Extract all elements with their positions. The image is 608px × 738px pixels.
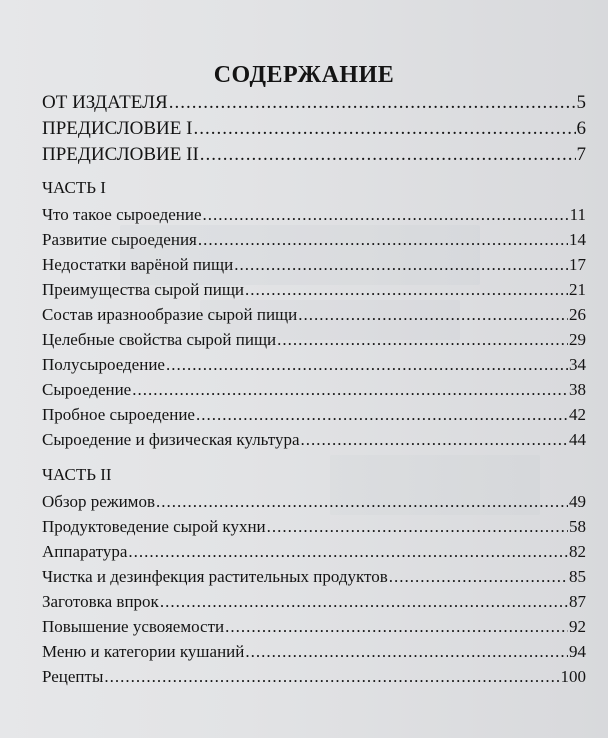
toc-entry[interactable] <box>42 617 586 639</box>
toc-page-number: 44 <box>569 430 586 449</box>
toc-page-number: 49 <box>569 492 586 511</box>
toc-entry[interactable] <box>42 144 586 166</box>
toc-page-number: 29 <box>569 330 586 349</box>
toc-entry[interactable] <box>42 92 586 114</box>
toc-entry-label: Меню и категории кушаний <box>42 642 245 661</box>
toc-entry-label: Развитие сыроедения <box>42 230 197 249</box>
toc-entry[interactable] <box>42 255 586 277</box>
toc-entry-label: Обзор режимов <box>42 492 155 511</box>
toc-page-number: 94 <box>569 642 586 661</box>
toc-entry-label: Сыроедение и физическая культура <box>42 430 300 449</box>
toc-entry[interactable] <box>42 230 586 252</box>
dot-leader <box>267 517 568 537</box>
toc-entry-label: Чистка и дезинфекция растительных продуктов <box>42 567 388 586</box>
toc-entry-label: ОТ ИЗДАТЕЛЯ <box>42 92 168 113</box>
toc-page-number: 26 <box>569 305 586 324</box>
toc-entry-label: Недостатки варёной пищи <box>42 255 234 274</box>
toc-entry-label: Преимущества сырой пищи <box>42 280 245 299</box>
toc-entry-label: Аппаратура <box>42 542 128 561</box>
toc-page-number: 85 <box>569 567 586 586</box>
toc-entry-label: Целебные свойства сырой пищи <box>42 330 277 349</box>
page-title: СОДЕРЖАНИЕ <box>213 62 395 88</box>
toc-page-number: 7 <box>576 144 586 165</box>
toc-entry[interactable] <box>42 118 586 140</box>
toc-entry-label: Пробное сыроедение <box>42 405 195 424</box>
toc-entry[interactable] <box>42 380 586 402</box>
toc-page-number: 87 <box>569 592 586 611</box>
dot-leader <box>234 255 568 275</box>
dot-leader <box>203 205 569 225</box>
toc-page-number: 34 <box>569 355 586 374</box>
toc-entry[interactable] <box>42 405 586 427</box>
toc-page-number: 92 <box>569 617 586 636</box>
dot-leader <box>132 380 568 400</box>
toc-page-number: 5 <box>576 92 586 113</box>
toc-page-number: 14 <box>569 230 586 249</box>
toc-page-number: 42 <box>569 405 586 424</box>
dot-leader <box>389 567 568 587</box>
dot-leader <box>298 305 568 325</box>
toc-entry-label: Заготовка впрок <box>42 592 159 611</box>
toc-page-number: 100 <box>560 667 586 686</box>
toc-entry[interactable] <box>42 305 586 327</box>
toc-entry-label: Полусыроедение <box>42 355 165 374</box>
toc-page-number: 21 <box>569 280 586 299</box>
dot-leader <box>169 92 576 114</box>
part-heading: ЧАСТЬ I <box>42 178 106 197</box>
toc-entry[interactable] <box>42 330 586 352</box>
dot-leader <box>128 542 568 562</box>
toc-entry-label: Рецепты <box>42 667 104 686</box>
toc-entry-label: Что такое сыроедение <box>42 205 202 224</box>
dot-leader <box>156 492 568 512</box>
toc-page-number: 6 <box>576 118 586 139</box>
toc-entry-label: Продуктоведение сырой кухни <box>42 517 266 536</box>
dot-leader <box>193 118 575 140</box>
toc-entry-label: ПРЕДИСЛОВИЕ I <box>42 118 193 139</box>
toc-entry[interactable] <box>42 205 586 227</box>
toc-entry-label: Сыроедение <box>42 380 132 399</box>
toc-page-number: 58 <box>569 517 586 536</box>
dot-leader <box>225 617 568 637</box>
dot-leader <box>104 667 559 687</box>
dot-leader <box>160 592 568 612</box>
toc-entry[interactable] <box>42 542 586 564</box>
toc-entry[interactable] <box>42 492 586 514</box>
toc-entry[interactable] <box>42 592 586 614</box>
toc-entry[interactable] <box>42 355 586 377</box>
toc-page-number: 17 <box>569 255 586 274</box>
toc-entry[interactable] <box>42 430 586 452</box>
toc-entry[interactable] <box>42 280 586 302</box>
dot-leader <box>301 430 568 450</box>
dot-leader <box>200 144 576 166</box>
dot-leader <box>245 280 568 300</box>
toc-entry-label: ПРЕДИСЛОВИЕ II <box>42 144 199 165</box>
toc-entry[interactable] <box>42 517 586 539</box>
toc-entry[interactable] <box>42 642 586 664</box>
toc-page-number: 38 <box>569 380 586 399</box>
dot-leader <box>166 355 568 375</box>
dot-leader <box>277 330 568 350</box>
dot-leader <box>198 230 568 250</box>
toc-entry-label: Повышение усвояемости <box>42 617 225 636</box>
toc-entry[interactable] <box>42 667 586 689</box>
toc-entry-label: Состав иразнообразие сырой пищи <box>42 305 298 324</box>
dot-leader <box>245 642 568 662</box>
dot-leader <box>196 405 568 425</box>
toc-page-number: 82 <box>569 542 586 561</box>
toc-entry[interactable] <box>42 567 586 589</box>
part-heading: ЧАСТЬ II <box>42 465 112 484</box>
toc-page-number: 11 <box>569 205 586 224</box>
